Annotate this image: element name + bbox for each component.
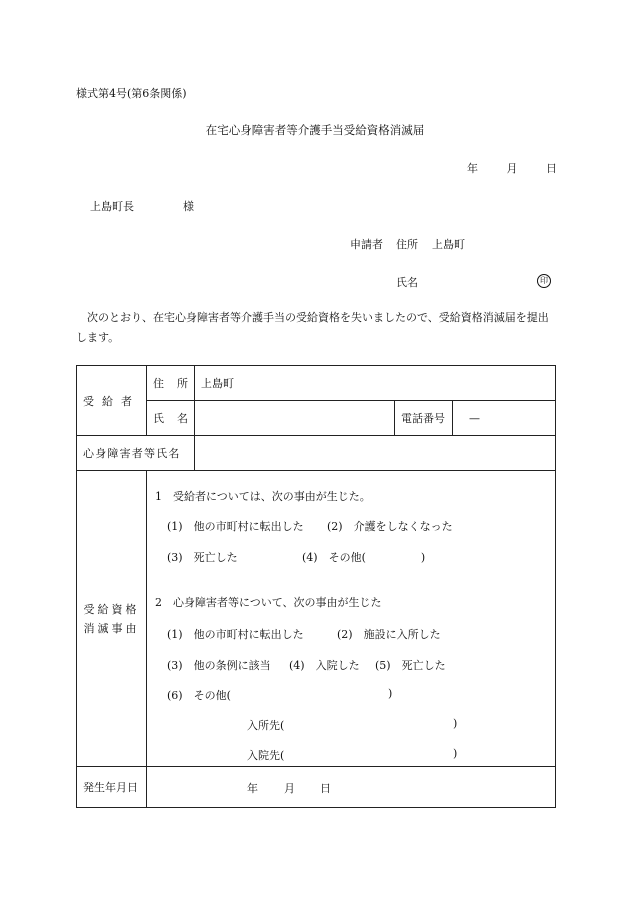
statement-text: 次のとおり、在宅心身障害者等介護手当の受給資格を失いましたので、受給資格消滅届を提出します。: [76, 311, 549, 344]
phone-label: 電話番号: [395, 401, 453, 436]
section2-option-6-close: ): [388, 687, 393, 700]
seal-icon: 印: [537, 274, 551, 288]
month-label: 月: [506, 162, 518, 175]
facility-close: ): [453, 717, 458, 730]
seal-mark: [537, 273, 551, 288]
section2-option-6[interactable]: (6) その他(: [167, 689, 231, 702]
applicant-name-label: 氏名: [396, 276, 418, 289]
addressee-honorific: 様: [183, 200, 194, 213]
section2-heading: 2 心身障害者等について、次の事由が生じた: [155, 596, 382, 609]
section1-option-2[interactable]: (2) 介護をしなくなった: [327, 520, 453, 533]
section2-option-2[interactable]: (2) 施設に入所した: [337, 628, 441, 641]
disabled-person-label: 心身障害者等氏名: [77, 436, 195, 471]
occurrence-date-label: 発生年月日: [77, 767, 147, 808]
reason-label: 受給資格 消滅事由: [77, 471, 147, 767]
occurrence-day: 日: [320, 782, 331, 795]
facility-label: 入所先(: [247, 719, 285, 732]
section1-option-4[interactable]: (4) その他( ): [302, 551, 426, 564]
recipient-label: 受給者: [77, 366, 147, 436]
hospital-close: ): [453, 747, 458, 760]
form-number: 様式第4号(第6条関係): [76, 87, 187, 100]
section1-heading: 1 受給者については、次の事由が生じた。: [155, 490, 371, 503]
phone-field[interactable]: —: [453, 401, 556, 436]
applicant-address-label: 住所: [396, 238, 418, 251]
address-label: 住 所: [147, 366, 195, 401]
form-table: [76, 365, 556, 808]
year-label: 年: [467, 162, 478, 175]
section2-option-4[interactable]: (4) 入院した: [289, 659, 360, 672]
hospital-label: 入院先(: [247, 749, 285, 762]
applicant-label: 申請者: [350, 238, 383, 251]
recipient-name-field[interactable]: [195, 401, 395, 436]
section1-option-3[interactable]: (3) 死亡した: [167, 551, 238, 564]
section2-option-1[interactable]: (1) 他の市町村に転出した: [167, 628, 304, 641]
section2-option-5[interactable]: (5) 死亡した: [375, 659, 446, 672]
occurrence-month: 月: [284, 782, 295, 795]
recipient-address-field[interactable]: 上島町: [195, 366, 556, 401]
reason-cell: [147, 471, 556, 767]
disabled-person-name-field[interactable]: [195, 436, 556, 471]
addressee-name: 上島町長: [90, 200, 134, 213]
form-title: 在宅心身障害者等介護手当受給資格消滅届: [205, 123, 425, 137]
day-label: 日: [546, 162, 557, 175]
submission-date[interactable]: [467, 160, 557, 176]
name-label: 氏 名: [147, 401, 195, 436]
applicant-address-value[interactable]: 上島町: [432, 238, 465, 251]
section1-option-1[interactable]: (1) 他の市町村に転出した: [167, 520, 304, 533]
section2-option-3[interactable]: (3) 他の条例に該当: [167, 659, 271, 672]
occurrence-date-field[interactable]: [147, 767, 556, 808]
occurrence-year: 年: [247, 782, 258, 795]
